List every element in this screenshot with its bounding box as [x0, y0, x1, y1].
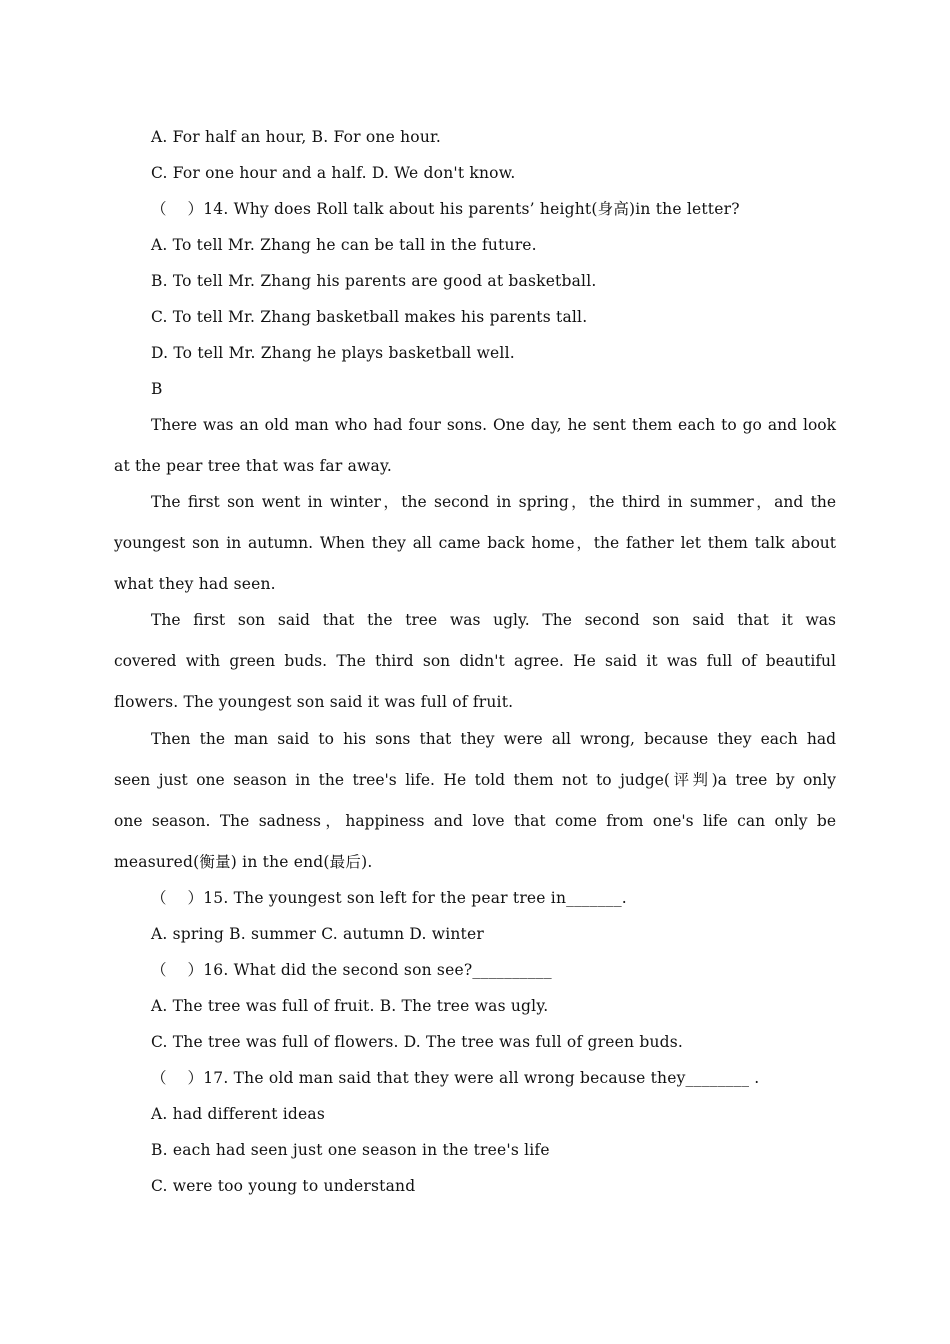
q16-options-ab: A. The tree was full of fruit. B. The tree was ugly.: [151, 997, 549, 1015]
passage-para4-line3: one season. The sadness，happiness and love that come from one's life can only be: [114, 812, 836, 830]
q17-option-b: B. each had seen just one season in the tree's life: [151, 1141, 550, 1159]
section-b-heading: B: [151, 380, 163, 398]
q13-options-ab: A. For half an hour, B. For one hour.: [151, 128, 442, 146]
passage-para4-line2: seen just one season in the tree's life. He told them not to judge(评判)a tree by only: [114, 771, 836, 789]
passage-para1-line1: There was an old man who had four sons. One day, he sent them each to go and look: [151, 416, 836, 434]
passage-para2-line3: what they had seen.: [114, 575, 276, 593]
q14-option-c: C. To tell Mr. Zhang basketball makes his parents tall.: [151, 308, 588, 326]
q17-stem: （ ）17. The old man said that they were all wrong because they________ .: [151, 1069, 760, 1087]
q14-option-b: B. To tell Mr. Zhang his parents are good at basketball.: [151, 272, 597, 290]
q17-option-a: A. had different ideas: [151, 1105, 326, 1123]
passage-para4-line1: Then the man said to his sons that they were all wrong, because they each had: [151, 730, 836, 748]
q14-option-d: D. To tell Mr. Zhang he plays basketball well.: [151, 344, 515, 362]
passage-para3-line1: The first son said that the tree was ugly. The second son said that it was: [151, 611, 836, 629]
passage-para4-line4: measured(衡量) in the end(最后).: [114, 853, 373, 871]
q13-options-cd: C. For one hour and a half. D. We don't know.: [151, 164, 516, 182]
q16-options-cd: C. The tree was full of flowers. D. The tree was full of green buds.: [151, 1033, 684, 1051]
q15-stem: （ ）15. The youngest son left for the pear tree in_______.: [151, 889, 627, 907]
q16-stem: （ ）16. What did the second son see?__________: [151, 961, 552, 979]
passage-para2-line2: youngest son in autumn. When they all came back home，the father let them talk about: [114, 534, 836, 552]
passage-para3-line2: covered with green buds. The third son didn't agree. He said it was full of beautiful: [114, 652, 836, 670]
q17-option-c: C. were too young to understand: [151, 1177, 416, 1195]
q14-stem: （ ）14. Why does Roll talk about his parents’ height(身高)in the letter?: [151, 200, 740, 218]
q15-options: A. spring B. summer C. autumn D. winter: [151, 925, 484, 943]
passage-para3-line3: flowers. The youngest son said it was full of fruit.: [114, 693, 514, 711]
passage-para2-line1: The first son went in winter，the second in spring，the third in summer，and the: [151, 493, 836, 511]
q14-option-a: A. To tell Mr. Zhang he can be tall in the future.: [151, 236, 537, 254]
passage-para1-line2: at the pear tree that was far away.: [114, 457, 392, 475]
